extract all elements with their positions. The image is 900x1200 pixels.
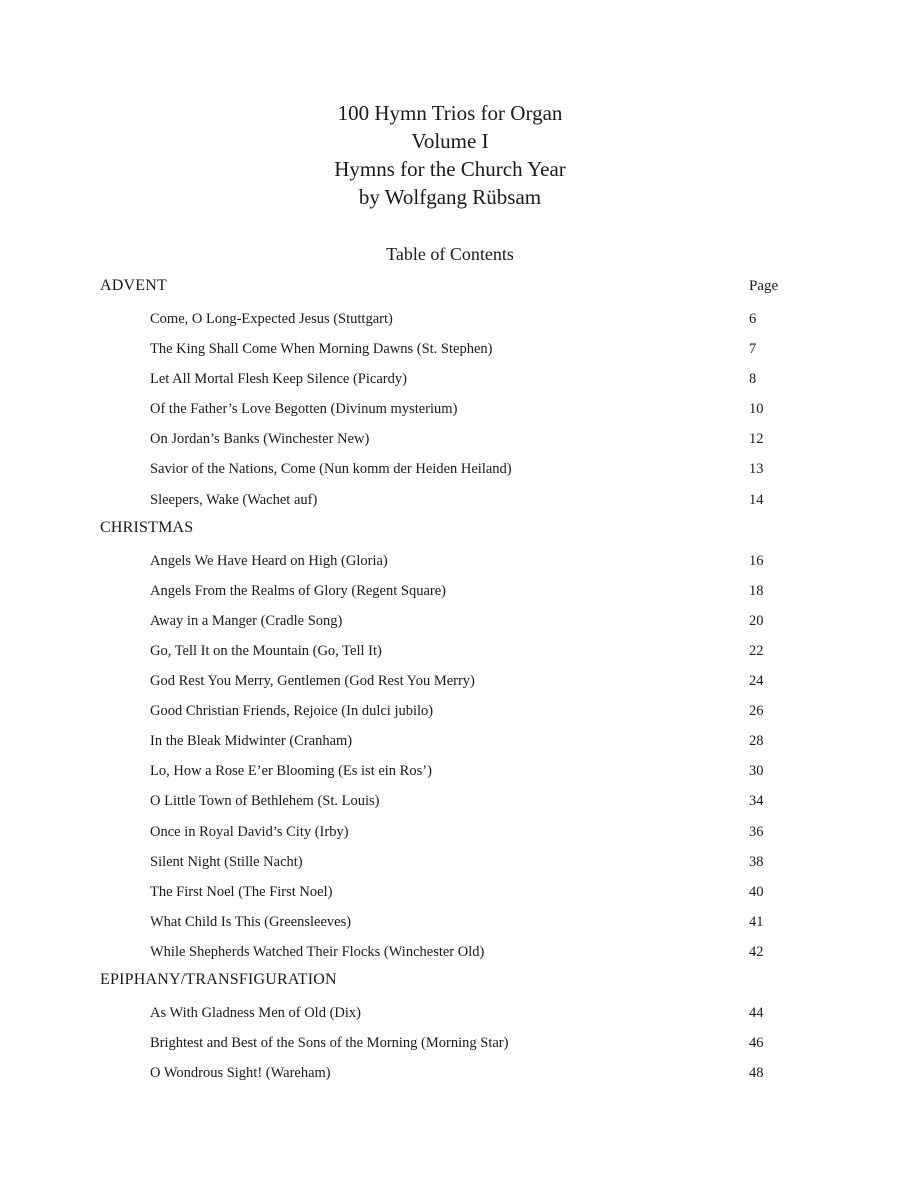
page-number: 44	[749, 1004, 764, 1021]
book-title: 100 Hymn Trios for Organ	[337, 101, 563, 125]
section-heading: CHRISTMAS	[100, 518, 194, 536]
hymn-title: On Jordan’s Banks (Winchester New)	[150, 431, 370, 448]
page-number: 46	[749, 1035, 764, 1052]
page-number: 34	[749, 793, 764, 810]
toc-entry	[0, 608, 900, 638]
toc-entry	[0, 578, 900, 608]
section-heading-row	[0, 517, 900, 548]
toc-entry	[0, 426, 900, 456]
page-number: 28	[749, 733, 764, 750]
book-subtitle: Hymns for the Church Year	[334, 157, 566, 181]
toc-entry	[0, 668, 900, 698]
hymn-title: O Little Town of Bethlehem (St. Louis)	[150, 793, 380, 810]
hymn-title: Go, Tell It on the Mountain (Go, Tell It)	[150, 642, 382, 659]
page-column-label: Page	[749, 278, 779, 294]
hymn-title: Savior of the Nations, Come (Nun komm der Heiden Heiland)	[150, 461, 512, 478]
toc-entry	[0, 336, 900, 366]
section-heading: ADVENT	[100, 277, 167, 294]
page-number: 42	[749, 943, 764, 960]
toc-entry	[0, 306, 900, 336]
hymn-title: Angels From the Realms of Glory (Regent Square)	[150, 582, 446, 599]
toc-entry	[0, 1000, 900, 1030]
hymn-title: Away in a Manger (Cradle Song)	[150, 612, 343, 629]
toc-entry	[0, 366, 900, 396]
hymn-title: As With Gladness Men of Old (Dix)	[150, 1004, 361, 1021]
hymn-title: In the Bleak Midwinter (Cranham)	[150, 733, 353, 750]
hymn-title: What Child Is This (Greensleeves)	[150, 913, 352, 930]
hymn-title: O Wondrous Sight! (Wareham)	[150, 1065, 331, 1082]
page-number: 6	[749, 311, 757, 327]
hymn-title: Angels We Have Heard on High (Gloria)	[150, 552, 388, 569]
toc-entry	[0, 849, 900, 879]
page-number: 12	[749, 431, 764, 448]
page-number: 14	[749, 491, 764, 508]
hymn-title: Brightest and Best of the Sons of the Morning (Morning Star)	[150, 1035, 509, 1052]
toc-heading: Table of Contents	[386, 244, 514, 264]
page-number: 36	[749, 823, 764, 840]
page-number: 26	[749, 703, 764, 720]
section-heading: EPIPHANY/TRANSFIGURATION	[100, 970, 337, 988]
toc-entry	[0, 1060, 900, 1090]
section-heading-row	[0, 969, 900, 1000]
hymn-title: Of the Father’s Love Begotten (Divinum mysterium)	[150, 401, 458, 418]
toc-entry	[0, 456, 900, 486]
toc-entry	[0, 396, 900, 426]
toc-entry	[0, 728, 900, 758]
hymn-title: Come, O Long-Expected Jesus (Stuttgart)	[150, 311, 393, 327]
toc-entry	[0, 819, 900, 849]
page-number: 18	[749, 582, 764, 599]
page-number: 24	[749, 673, 764, 690]
section-heading-row	[0, 275, 900, 306]
page-number: 8	[749, 371, 757, 388]
page-number: 10	[749, 401, 764, 418]
page-number: 30	[749, 763, 764, 780]
page-number: 20	[749, 612, 764, 629]
toc-entry	[0, 758, 900, 788]
page-number: 16	[749, 552, 764, 569]
author-line: by Wolfgang Rübsam	[358, 185, 542, 209]
hymn-title: The First Noel (The First Noel)	[150, 883, 333, 900]
hymn-title: Sleepers, Wake (Wachet auf)	[150, 491, 318, 508]
toc-entry	[0, 698, 900, 728]
page-number: 38	[749, 853, 764, 870]
toc-entry	[0, 788, 900, 818]
toc-entry	[0, 879, 900, 909]
hymn-title: While Shepherds Watched Their Flocks (Winchester Old)	[150, 943, 485, 960]
page-number: 48	[749, 1065, 764, 1082]
toc-entry	[0, 638, 900, 668]
hymn-title: Good Christian Friends, Rejoice (In dulci jubilo)	[150, 703, 434, 720]
table-of-contents	[0, 275, 900, 1090]
toc-entry	[0, 487, 900, 517]
hymn-title: Lo, How a Rose E’er Blooming (Es ist ein Ros’)	[150, 763, 432, 780]
hymn-title: Silent Night (Stille Nacht)	[150, 853, 303, 870]
toc-entry	[0, 548, 900, 578]
hymn-title: Let All Mortal Flesh Keep Silence (Picardy)	[150, 371, 407, 388]
title-block	[0, 99, 900, 211]
page-number: 41	[749, 913, 764, 930]
toc-entry	[0, 909, 900, 939]
hymn-title: God Rest You Merry, Gentlemen (God Rest You Merry)	[150, 673, 475, 690]
page-number: 22	[749, 642, 764, 659]
volume-label: Volume I	[411, 129, 489, 153]
page-number: 13	[749, 461, 764, 478]
toc-entry	[0, 939, 900, 969]
toc-entry	[0, 1030, 900, 1060]
page-number: 7	[749, 341, 757, 358]
hymn-title: The King Shall Come When Morning Dawns (St. Stephen)	[150, 341, 493, 358]
page-number: 40	[749, 883, 764, 900]
hymn-title: Once in Royal David’s City (Irby)	[150, 823, 349, 840]
